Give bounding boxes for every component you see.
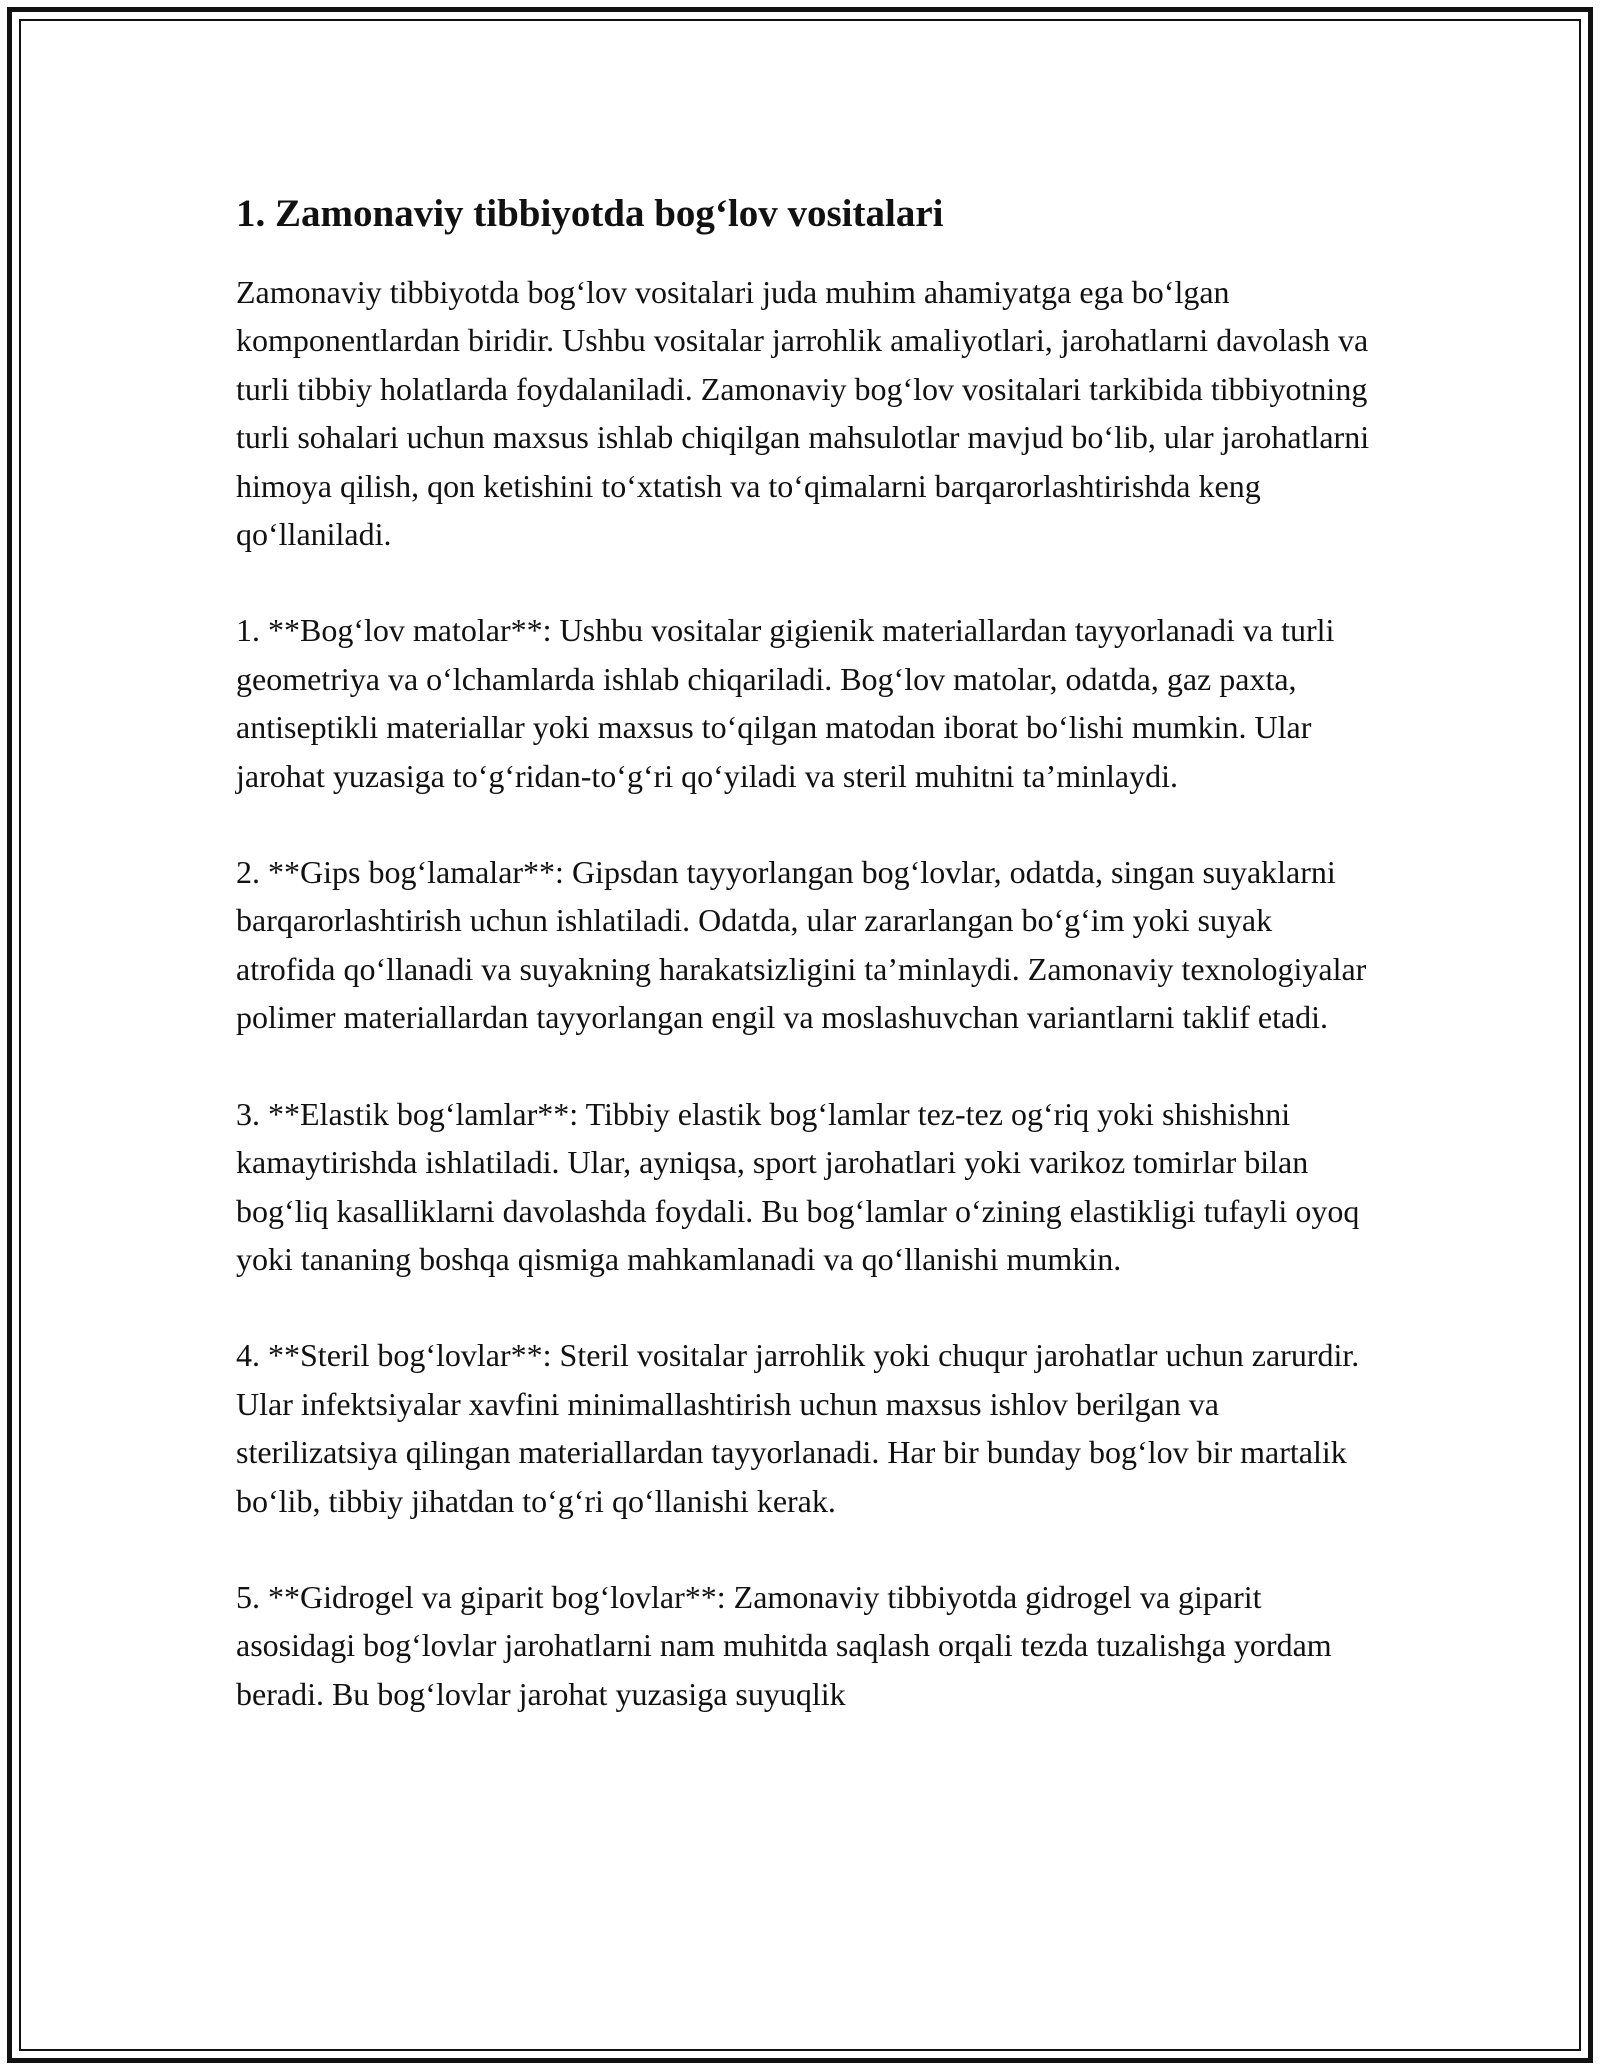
paragraph-hydrogel-dressings: 5. **Gidrogel va giparit bog‘lovlar**: Zamonaviy tibbiyotda gidrogel va giparit asosidagi bog‘lovlar jarohatlarni nam muhitda saqlash orqali tezda tuzalishga yordam beradi. Bu bog‘lovlar jarohat yuzasiga suyuqlik (236, 1578, 1332, 1712)
intro-paragraph: Zamonaviy tibbiyotda bog‘lov vositalari juda muhim ahamiyatga ega bo‘lgan komponentlardan biridir. Ushbu vositalar jarrohlik amaliyotlari, jarohatlarni davolash va turli tibbiy holatlarda foydalaniladi. Zamonaviy bog‘lov vositalari tarkibida tibbiyotning turli sohalari uchun maxsus ishlab chiqilgan mahsulotlar mavjud bo‘lib, ular jarohatlarni himoya qilish, qon ketishini to‘xtatish va to‘qimalarni barqarorlashtirishda keng qo‘llaniladi. (236, 274, 1370, 553)
document-body (236, 188, 1376, 1766)
paragraph-bandage-fabrics: 1. **Bog‘lov matolar**: Ushbu vositalar gigienik materiallardan tayyorlanadi va turli geometriya va o‘lchamlarda ishlab chiqariladi. Bog‘lov matolar, odatda, gaz paxta, antiseptikli materiallar yoki maxsus to‘qilgan matodan iborat bo‘lishi mumkin. Ular jarohat yuzasiga to‘g‘ridan-to‘g‘ri qo‘yiladi va steril muhitni ta’minlaydi. (236, 612, 1335, 794)
paragraph-elastic-bandages: 3. **Elastik bog‘lamlar**: Tibbiy elastik bog‘lamlar tez-tez og‘riq yoki shishishni kamaytirishda ishlatiladi. Ular, ayniqsa, sport jarohatlari yoki varikoz tomirlar bilan bog‘liq kasalliklarni davolashda foydali. Bu bog‘lamlar o‘zining elastikligi tufayli oyoq yoki tananing boshqa qismiga mahkamlanadi va qo‘llanishi mumkin. (236, 1095, 1360, 1277)
paragraph-plaster-casts: 2. **Gips bog‘lamalar**: Gipsdan tayyorlangan bog‘lovlar, odatda, singan suyaklarni barqarorlashtirish uchun ishlatiladi. Odatda, ular zararlangan bo‘g‘im yoki suyak atrofida qo‘llanadi va suyakning harakatsizligini ta’minlaydi. Zamonaviy texnologiyalar polimer materiallardan tayyorlangan engil va moslashuvchan variantlarni taklif etadi. (236, 854, 1367, 1036)
section-heading: 1. Zamonaviy tibbiyotda bog‘lov vositalari (236, 192, 944, 235)
paragraph-sterile-dressings: 4. **Steril bog‘lovlar**: Steril vositalar jarrohlik yoki chuqur jarohatlar uchun zarurdir. Ular infektsiyalar xavfini minimallashtirish uchun maxsus ishlov berilgan va sterilizatsiya qilingan materiallardan tayyorlanadi. Har bir bunday bog‘lov bir martalik bo‘lib, tibbiy jihatdan to‘g‘ri qo‘llanishi kerak. (236, 1337, 1360, 1519)
